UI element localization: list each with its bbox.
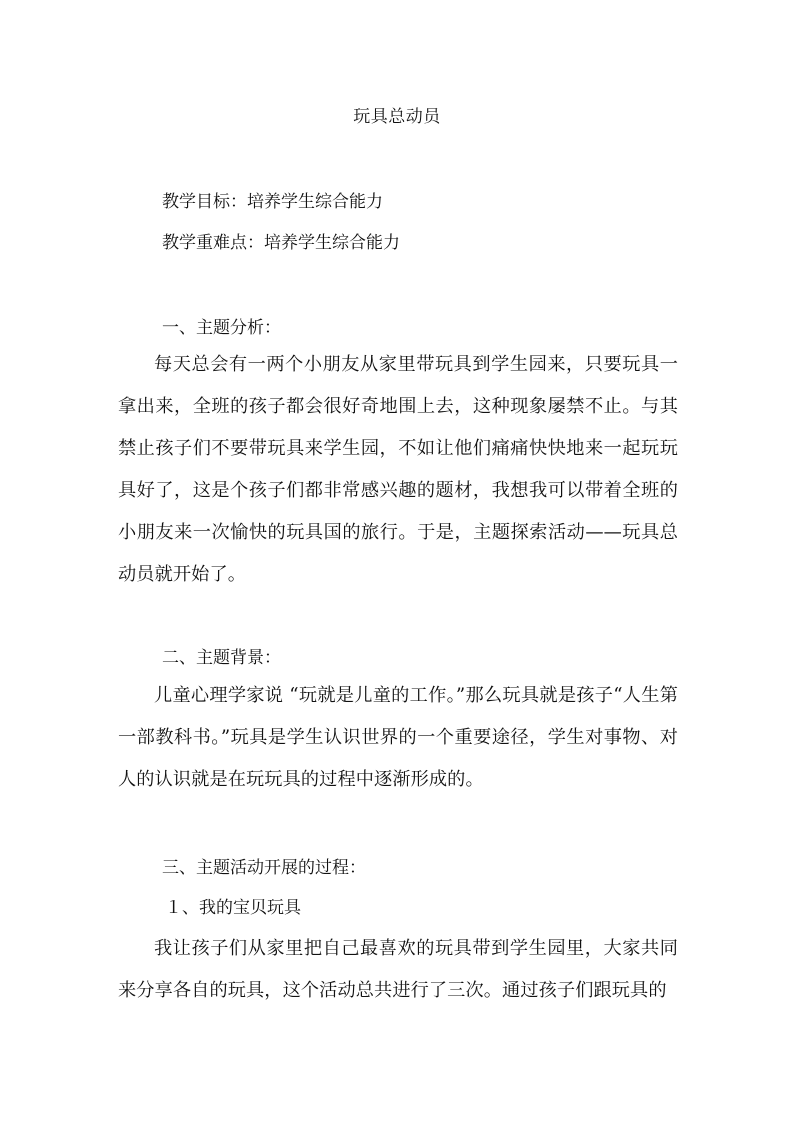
teaching-objective: 教学目标：培养学生综合能力 (162, 192, 383, 212)
section-paragraph-topic-background: 儿童心理学家说 “玩就是儿童的工作。”那么玩具就是孩子“人生第一部教科书。”玩具是学生认识世界的一个重要途径，学生对事物、对人的认识就是在玩玩具的过程中逐渐形成的。 (118, 685, 678, 790)
section-heading-activity-process: 三、主题活动开展的过程： (162, 858, 366, 878)
section-heading-topic-analysis: 一、主题分析： (162, 318, 281, 338)
document-title: 玩具总动员 (353, 107, 441, 127)
section-paragraph-activity-process: 我让孩子们从家里把自己最喜欢的玩具带到学生园里，大家共同来分享各自的玩具，这个活动总共进行了三次。通过孩子们跟玩具的 (118, 938, 678, 1001)
section-heading-topic-background: 二、主题背景： (162, 648, 281, 668)
subsection-heading-treasure-toys: １、我的宝贝玩具 (165, 898, 301, 918)
section-paragraph-topic-analysis: 每天总会有一两个小朋友从家里带玩具到学生园来，只要玩具一拿出来，全班的孩子都会很好奇地围上去，这种现象屡禁不止。与其禁止孩子们不要带玩具来学生园，不如让他们痛痛快快地来一起玩玩具好了，这是个孩子们都非常感兴趣的题材，我想我可以带着全班的小朋友来一次愉快的玩具国的旅行。于是，主题探索活动——玩具总动员就开始了。 (118, 354, 678, 585)
teaching-key-points: 教学重难点：培养学生综合能力 (162, 233, 400, 253)
